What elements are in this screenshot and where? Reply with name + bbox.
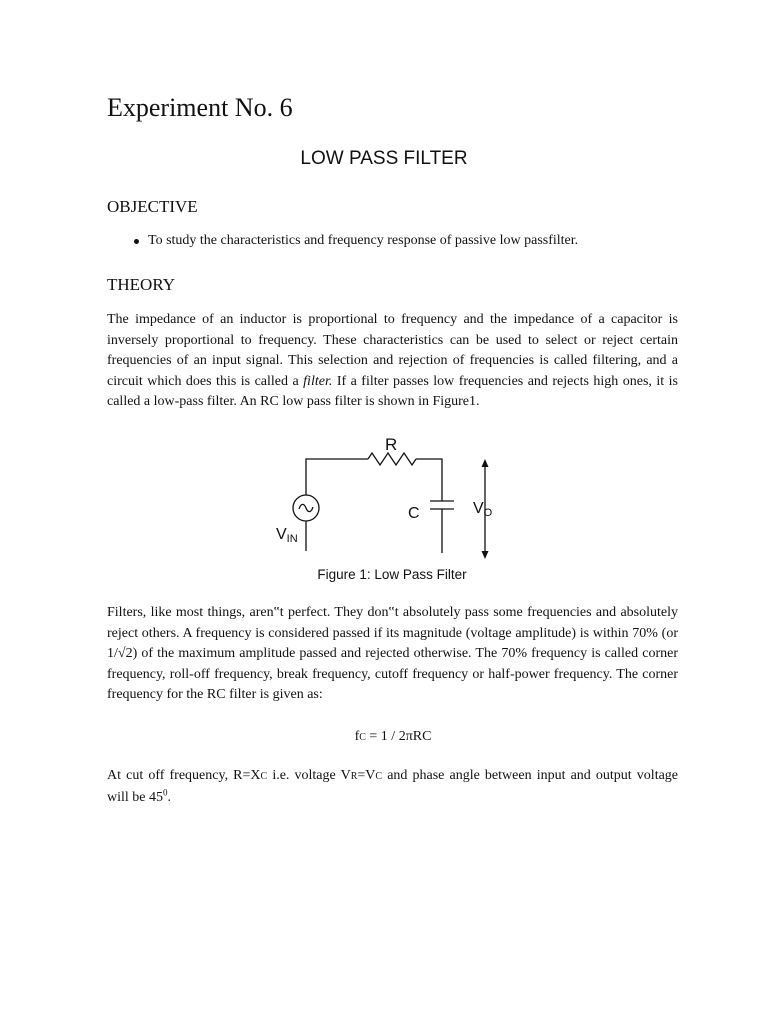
cutoff-text-3: =V [357, 768, 376, 783]
capacitor-symbol [430, 501, 454, 509]
arrow-down-icon [482, 551, 489, 559]
theory-text-italic: filter. [303, 373, 333, 389]
figure-caption: Figure 1: Low Pass Filter [317, 567, 467, 582]
vin-main: V [276, 526, 287, 543]
bullet-icon [134, 239, 139, 244]
objective-bullet-text: To study the characteristics and frequency response of passive low passfilter. [148, 233, 579, 248]
objective-heading: OBJECTIVE [107, 197, 198, 216]
cutoff-text-2: i.e. voltage V [267, 768, 351, 783]
vo-subscript: O [483, 507, 493, 519]
page-title: LOW PASS FILTER [300, 148, 468, 169]
cutoff-text-5: . [167, 789, 171, 805]
theory-heading: THEORY [107, 275, 175, 294]
theory-text-part-1: The impedance of an inductor is proportional to frequency and the impedance of a capacitor is inversely proportional to frequency. These characteristics can be used to select or reject certain frequencies of an input signal. This selection and rejection of frequencies is called filtering, and a circuit which does this is called a [107, 312, 678, 389]
formula-rest: = 1 / 2πRC [365, 729, 432, 744]
vin-label [276, 526, 298, 545]
cutoff-text-4: and phase angle between input and output voltage will be 45 [107, 768, 679, 805]
cutoff-subscript-2: R [350, 771, 358, 782]
wire-top-left [306, 459, 368, 495]
objective-bullet [134, 232, 694, 250]
corner-frequency-formula [0, 728, 768, 747]
cutoff-superscript: 0 [163, 786, 168, 797]
vo-main: V [473, 500, 484, 517]
circuit-diagram [270, 431, 510, 563]
capacitor-label: C [408, 505, 420, 522]
vo-label [473, 500, 493, 519]
sine-wave-icon [299, 504, 313, 511]
vin-subscript: IN [286, 533, 298, 545]
formula-subscript: C [359, 732, 366, 743]
formula-f: f [354, 729, 360, 744]
resistor-label: R [385, 435, 398, 454]
filters-paragraph: Filters, like most things, aren‟t perfect. They don‟t absolutely pass some frequencies and absolutely reject others. A frequency is considered passed if its magnitude (voltage amplitude) is within 70% (or 1/√2) of the maximum amplitude passed and rejected otherwise. The 70% frequency is called corner frequency, roll-off frequency, break frequency, cutoff frequency or half-power frequency. The corner frequency for the RC filter is given as: [107, 605, 678, 702]
cutoff-subscript-3: C [375, 771, 383, 782]
resistor-symbol [368, 453, 416, 465]
cutoff-subscript-1: C [260, 771, 268, 782]
theory-text-part-2: If a filter passes low frequencies and rejects high ones, it is called a low-pass filter. An RC low pass filter is shown in Figure1. [107, 373, 678, 409]
cutoff-paragraph [107, 766, 678, 808]
cutoff-text-1: At cut off frequency, R=X [107, 768, 261, 783]
theory-paragraph [107, 310, 678, 413]
circuit-figure [270, 431, 510, 563]
arrow-up-icon [482, 459, 489, 467]
wire-top-right [416, 459, 442, 501]
experiment-title: Experiment No. 6 [107, 93, 293, 122]
